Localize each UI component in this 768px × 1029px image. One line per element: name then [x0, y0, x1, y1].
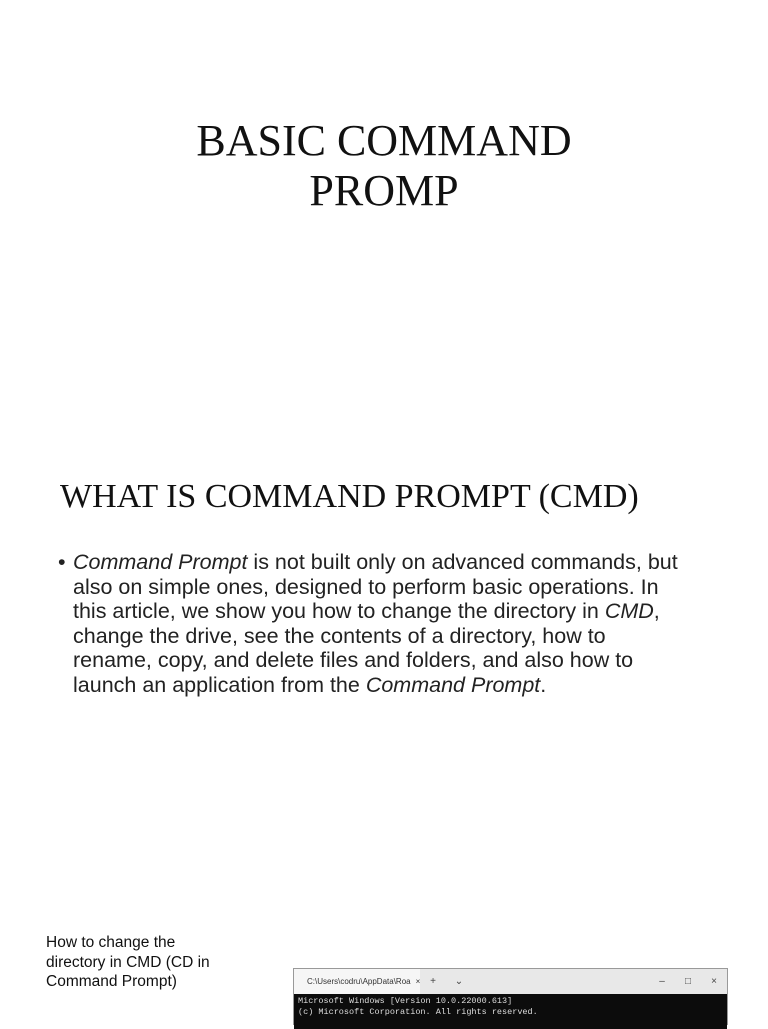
text-run: . [540, 672, 547, 697]
caption-line: directory in CMD (CD in [46, 953, 210, 971]
caption-line: How to change the [46, 934, 176, 951]
paragraph-line [58, 673, 678, 698]
text-run: rename, copy, and delete files and folders, and also how to [73, 648, 634, 672]
text-run: is not built only on advanced commands, but [247, 550, 678, 574]
terminal-line: (c) Microsoft Corporation. All rights reserved. [298, 1007, 538, 1017]
chevron-down-icon: ⌄ [454, 976, 464, 987]
tab-title: C:\Users\codru\AppData\Roa [307, 977, 411, 986]
bullet-marker: • [58, 550, 66, 574]
terminal-tab [294, 969, 420, 994]
document-title [0, 116, 768, 216]
figure-caption [46, 933, 210, 992]
minimize-icon: – [659, 976, 665, 987]
title-line: PROMP [309, 166, 459, 215]
text-run: , [653, 599, 660, 623]
paragraph-line [58, 599, 678, 624]
paragraph-line [58, 575, 678, 600]
text-run: Command Prompt [365, 672, 541, 697]
text-run: Command Prompt [73, 550, 248, 574]
text-run: CMD [604, 599, 654, 623]
bullet-paragraph [58, 550, 678, 697]
paragraph-line [58, 624, 678, 649]
text-run: also on simple ones, designed to perform basic operations. In [73, 574, 659, 599]
paragraph-line [58, 550, 678, 575]
terminal-screenshot [293, 968, 728, 1025]
section-heading: WHAT IS COMMAND PROMPT (CMD) [60, 478, 639, 515]
new-tab-icon: + [430, 976, 436, 987]
text-run: this article, we show you how to change the directory in [73, 599, 605, 623]
maximize-icon: □ [684, 976, 692, 987]
text-run: change the drive, see the contents of a directory, how to [73, 623, 606, 648]
title-line: BASIC COMMAND [196, 116, 572, 165]
close-icon: × [711, 976, 717, 987]
tab-close-icon: × [415, 977, 421, 986]
paragraph-line [58, 648, 678, 673]
terminal-titlebar [294, 969, 727, 994]
terminal-line: Microsoft Windows [Version 10.0.22000.613] [298, 996, 513, 1006]
text-run: launch an application from the [73, 672, 366, 697]
caption-line: Command Prompt) [46, 973, 177, 990]
